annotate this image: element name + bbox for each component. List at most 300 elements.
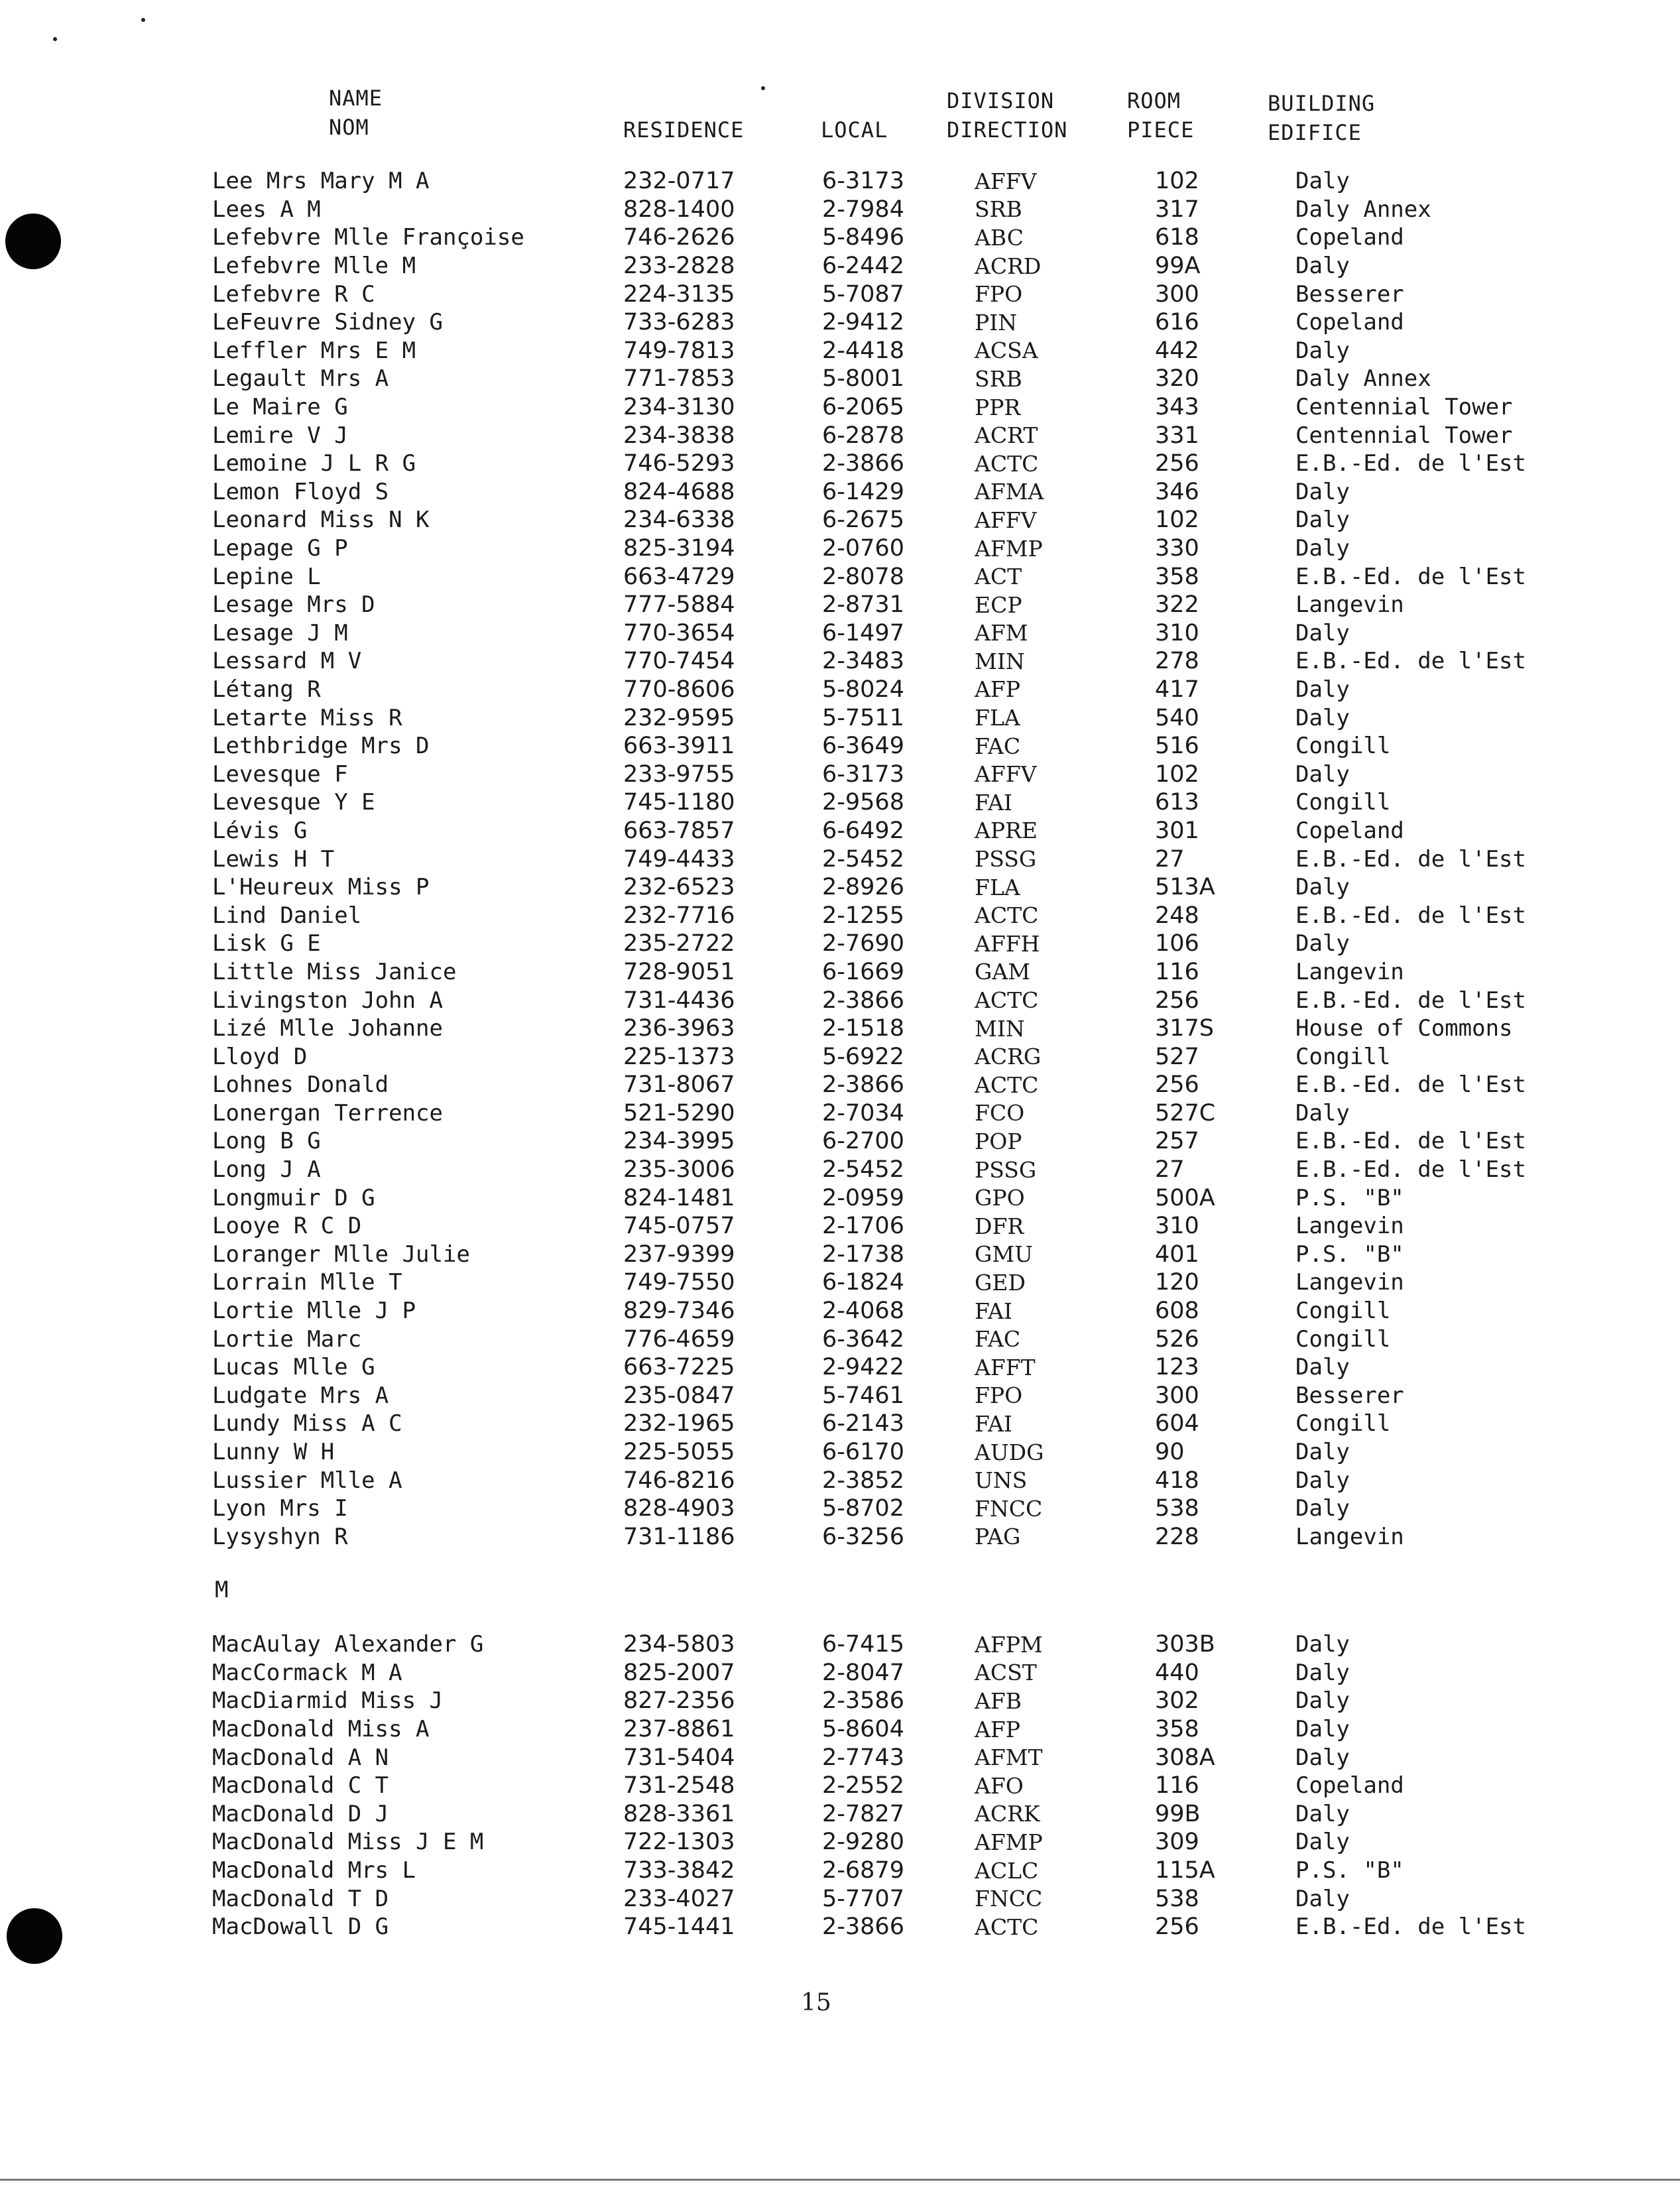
building-name: Centennial Tower bbox=[1295, 394, 1513, 421]
table-row bbox=[212, 1297, 1574, 1325]
building-name: Daly bbox=[1295, 619, 1350, 646]
residence-phone: 728-9051 bbox=[623, 958, 735, 985]
division-code: GED bbox=[975, 1269, 1026, 1296]
local-extension: 5-7707 bbox=[822, 1885, 904, 1912]
division-code: AFFV bbox=[975, 761, 1037, 788]
residence-phone: 733-6283 bbox=[623, 309, 735, 336]
residence-phone: 745-1441 bbox=[623, 1914, 735, 1941]
table-row bbox=[212, 562, 1574, 591]
division-code: FAI bbox=[975, 789, 1012, 816]
building-name: Daly bbox=[1295, 874, 1350, 901]
entry-name: Lewis H T bbox=[212, 845, 335, 873]
local-extension: 2-2552 bbox=[822, 1772, 904, 1799]
building-name: E.B.-Ed. de l'Est bbox=[1295, 902, 1526, 929]
local-extension: 2-1738 bbox=[822, 1241, 904, 1268]
building-name: Daly bbox=[1295, 253, 1350, 280]
residence-phone: 828-3361 bbox=[623, 1800, 735, 1827]
room-number: 604 bbox=[1155, 1410, 1199, 1437]
entry-name: Létang R bbox=[212, 676, 321, 703]
table-row bbox=[212, 506, 1574, 534]
division-code: ACRG bbox=[975, 1044, 1042, 1070]
residence-phone: 770-7454 bbox=[623, 648, 735, 675]
residence-phone: 829-7346 bbox=[623, 1298, 735, 1325]
room-number: 302 bbox=[1155, 1687, 1199, 1715]
room-number: 401 bbox=[1155, 1241, 1199, 1268]
entry-name: Lucas Mlle G bbox=[212, 1354, 375, 1381]
room-number: 538 bbox=[1155, 1495, 1199, 1522]
table-row bbox=[212, 703, 1574, 732]
room-number: 300 bbox=[1155, 1382, 1199, 1409]
table-row bbox=[212, 1325, 1574, 1353]
division-code: AFMP bbox=[975, 535, 1043, 562]
residence-phone: 663-7857 bbox=[623, 817, 735, 844]
building-name: E.B.-Ed. de l'Est bbox=[1295, 450, 1526, 477]
room-number: 278 bbox=[1155, 648, 1199, 675]
building-name: E.B.-Ed. de l'Est bbox=[1295, 1071, 1526, 1099]
entry-name: MacCormack M A bbox=[212, 1659, 402, 1686]
building-name: Daly bbox=[1295, 704, 1350, 731]
residence-phone: 663-7225 bbox=[623, 1354, 735, 1381]
local-extension: 6-1824 bbox=[822, 1269, 904, 1296]
room-number: 358 bbox=[1155, 1716, 1199, 1743]
entry-name: MacDonald Mrs L bbox=[212, 1857, 416, 1884]
table-row bbox=[212, 1241, 1574, 1269]
residence-phone: 237-9399 bbox=[623, 1241, 735, 1268]
building-name: Daly Annex bbox=[1295, 365, 1431, 393]
entry-name: Lees A M bbox=[212, 196, 321, 223]
building-name: E.B.-Ed. de l'Est bbox=[1295, 648, 1526, 675]
header-division: DIVISION DIRECTION bbox=[947, 88, 1068, 143]
local-extension: 6-2878 bbox=[822, 422, 904, 449]
building-name: Congill bbox=[1295, 1325, 1391, 1353]
residence-phone: 777-5884 bbox=[623, 591, 735, 619]
division-code: FPO bbox=[975, 281, 1023, 308]
building-name: Daly bbox=[1295, 1099, 1350, 1126]
local-extension: 2-9280 bbox=[822, 1829, 904, 1856]
local-extension: 6-1669 bbox=[822, 958, 904, 985]
residence-phone: 237-8861 bbox=[623, 1716, 735, 1743]
local-extension: 5-8702 bbox=[822, 1495, 904, 1522]
division-code: FNCC bbox=[975, 1495, 1043, 1522]
room-number: 102 bbox=[1155, 168, 1199, 195]
room-number: 106 bbox=[1155, 930, 1199, 957]
table-row bbox=[212, 1156, 1574, 1184]
entry-name: Lortie Marc bbox=[212, 1325, 362, 1353]
division-code: PAG bbox=[975, 1524, 1021, 1550]
room-number: 123 bbox=[1155, 1354, 1199, 1381]
building-name: Daly bbox=[1295, 1467, 1350, 1494]
entry-name: Lussier Mlle A bbox=[212, 1467, 402, 1494]
room-number: 256 bbox=[1155, 987, 1199, 1014]
residence-phone: 770-8606 bbox=[623, 676, 735, 703]
division-code: SRB bbox=[975, 196, 1022, 223]
division-code: FCO bbox=[975, 1100, 1025, 1126]
division-code: FPO bbox=[975, 1382, 1023, 1409]
building-name: Daly bbox=[1295, 478, 1350, 505]
local-extension: 2-3866 bbox=[822, 987, 904, 1014]
entry-name: Livingston John A bbox=[212, 987, 443, 1014]
header-local: LOCAL bbox=[821, 117, 888, 143]
local-extension: 2-4068 bbox=[822, 1298, 904, 1325]
local-extension: 2-9422 bbox=[822, 1354, 904, 1381]
local-extension: 5-6922 bbox=[822, 1043, 904, 1070]
table-row bbox=[212, 788, 1574, 817]
residence-phone: 771-7853 bbox=[623, 365, 735, 393]
entry-name: Lefebvre Mlle M bbox=[212, 253, 416, 280]
residence-phone: 733-3842 bbox=[623, 1857, 735, 1884]
building-name: Congill bbox=[1295, 733, 1391, 760]
building-name: Langevin bbox=[1295, 958, 1404, 985]
division-code: ACTC bbox=[975, 450, 1039, 477]
room-number: 613 bbox=[1155, 789, 1199, 816]
local-extension: 2-5452 bbox=[822, 1156, 904, 1184]
room-number: 27 bbox=[1155, 845, 1185, 873]
residence-phone: 232-1965 bbox=[623, 1410, 735, 1437]
division-code: GMU bbox=[975, 1241, 1033, 1268]
room-number: 346 bbox=[1155, 478, 1199, 505]
residence-phone: 731-4436 bbox=[623, 987, 735, 1014]
division-code: ACRD bbox=[975, 253, 1042, 279]
entry-name: Lee Mrs Mary M A bbox=[212, 168, 430, 195]
residence-phone: 224-3135 bbox=[623, 280, 735, 308]
entry-name: Long J A bbox=[212, 1156, 321, 1184]
room-number: 99B bbox=[1155, 1800, 1201, 1827]
section-letter: M bbox=[215, 1577, 229, 1603]
division-code: AFM bbox=[975, 620, 1028, 646]
building-name: Daly bbox=[1295, 1659, 1350, 1686]
local-extension: 5-7511 bbox=[822, 704, 904, 731]
entry-name: Leffler Mrs E M bbox=[212, 337, 416, 364]
local-extension: 2-3852 bbox=[822, 1467, 904, 1494]
table-row bbox=[212, 1884, 1574, 1913]
building-name: E.B.-Ed. de l'Est bbox=[1295, 563, 1526, 590]
table-row bbox=[212, 1127, 1574, 1156]
building-name: Daly Annex bbox=[1295, 196, 1431, 223]
room-number: 358 bbox=[1155, 563, 1199, 590]
division-code: ACT bbox=[975, 564, 1022, 590]
table-row bbox=[212, 930, 1574, 958]
building-name: Daly bbox=[1295, 507, 1350, 534]
entry-name: Lorrain Mlle T bbox=[212, 1269, 402, 1296]
residence-phone: 731-1186 bbox=[623, 1523, 735, 1550]
residence-phone: 234-5803 bbox=[623, 1631, 735, 1658]
room-number: 90 bbox=[1155, 1439, 1185, 1466]
room-number: 99A bbox=[1155, 253, 1201, 280]
residence-phone: 236-3963 bbox=[623, 1015, 735, 1042]
table-row bbox=[212, 365, 1574, 393]
room-number: 540 bbox=[1155, 704, 1199, 731]
entry-name: MacDonald Miss J E M bbox=[212, 1829, 484, 1856]
table-row bbox=[212, 1494, 1574, 1523]
local-extension: 2-1255 bbox=[822, 902, 904, 929]
table-row bbox=[212, 280, 1574, 308]
table-row bbox=[212, 647, 1574, 676]
building-name: Langevin bbox=[1295, 1213, 1404, 1240]
building-name: Daly bbox=[1295, 1829, 1350, 1856]
room-number: 317S bbox=[1155, 1015, 1215, 1042]
division-code: APRE bbox=[975, 818, 1038, 844]
room-number: 417 bbox=[1155, 676, 1199, 703]
building-name: Congill bbox=[1295, 1298, 1391, 1325]
division-code: PSSG bbox=[975, 1156, 1037, 1183]
local-extension: 2-1706 bbox=[822, 1213, 904, 1240]
division-code: SRB bbox=[975, 365, 1022, 392]
room-number: 343 bbox=[1155, 394, 1199, 421]
local-extension: 2-8731 bbox=[822, 591, 904, 619]
entry-name: L'Heureux Miss P bbox=[212, 874, 430, 901]
division-code: FLA bbox=[975, 874, 1020, 900]
residence-phone: 232-9595 bbox=[623, 704, 735, 731]
local-extension: 6-2065 bbox=[822, 394, 904, 421]
building-name: E.B.-Ed. de l'Est bbox=[1295, 1128, 1526, 1155]
entry-name: Little Miss Janice bbox=[212, 958, 457, 985]
residence-phone: 234-3838 bbox=[623, 422, 735, 449]
local-extension: 2-4418 bbox=[822, 337, 904, 364]
entry-name: Levesque Y E bbox=[212, 789, 375, 816]
division-code: AFFV bbox=[975, 507, 1037, 533]
division-code: GPO bbox=[975, 1185, 1025, 1211]
table-row bbox=[212, 1353, 1574, 1382]
room-number: 257 bbox=[1155, 1128, 1199, 1155]
entry-name: Lefebvre Mlle Françoise bbox=[212, 224, 524, 251]
room-number: 120 bbox=[1155, 1269, 1199, 1296]
local-extension: 2-8926 bbox=[822, 874, 904, 901]
room-number: 116 bbox=[1155, 1772, 1199, 1799]
residence-phone: 233-4027 bbox=[623, 1885, 735, 1912]
residence-phone: 663-4729 bbox=[623, 563, 735, 590]
residence-phone: 235-3006 bbox=[623, 1156, 735, 1184]
building-name: Copeland bbox=[1295, 224, 1404, 251]
entry-name: Lysyshyn R bbox=[212, 1523, 348, 1550]
division-code: AFO bbox=[975, 1772, 1024, 1799]
room-number: 228 bbox=[1155, 1523, 1199, 1550]
table-row bbox=[212, 958, 1574, 987]
residence-phone: 770-3654 bbox=[623, 619, 735, 646]
table-row bbox=[212, 1268, 1574, 1297]
residence-phone: 824-4688 bbox=[623, 478, 735, 505]
table-row bbox=[212, 1438, 1574, 1467]
room-number: 115A bbox=[1155, 1857, 1215, 1884]
entry-name: Lizé Mlle Johanne bbox=[212, 1015, 443, 1042]
entry-name: Lévis G bbox=[212, 817, 308, 844]
header-name: NAME NOM bbox=[329, 86, 383, 140]
entry-name: Longmuir D G bbox=[212, 1184, 375, 1211]
division-code: ACTC bbox=[975, 1071, 1039, 1098]
entry-name: Lundy Miss A C bbox=[212, 1410, 402, 1437]
table-row bbox=[212, 1687, 1574, 1715]
building-name: Daly bbox=[1295, 1495, 1350, 1522]
residence-phone: 233-2828 bbox=[623, 253, 735, 280]
building-name: Daly bbox=[1295, 1744, 1350, 1771]
division-code: ACTC bbox=[975, 1914, 1039, 1940]
division-code: FAI bbox=[975, 1298, 1012, 1324]
table-row bbox=[212, 1913, 1574, 1941]
bottom-edge-line bbox=[0, 2179, 1680, 2181]
directory-table-m bbox=[212, 1630, 1574, 1941]
entry-name: Legault Mrs A bbox=[212, 365, 389, 393]
entry-name: Loranger Mlle Julie bbox=[212, 1241, 470, 1268]
local-extension: 5-8496 bbox=[822, 224, 904, 251]
room-number: 256 bbox=[1155, 1914, 1199, 1941]
room-number: 248 bbox=[1155, 902, 1199, 929]
division-code: FAI bbox=[975, 1410, 1012, 1437]
room-number: 618 bbox=[1155, 224, 1199, 251]
room-number: 102 bbox=[1155, 760, 1199, 788]
building-name: Congill bbox=[1295, 1410, 1391, 1437]
directory-rows-m bbox=[212, 1630, 1574, 1941]
building-name: E.B.-Ed. de l'Est bbox=[1295, 1914, 1526, 1941]
entry-name: Lind Daniel bbox=[212, 902, 362, 929]
entry-name: Looye R C D bbox=[212, 1213, 362, 1240]
table-row bbox=[212, 1523, 1574, 1551]
room-number: 331 bbox=[1155, 422, 1199, 449]
local-extension: 6-6170 bbox=[822, 1439, 904, 1466]
speck bbox=[53, 37, 57, 41]
division-code: FNCC bbox=[975, 1886, 1043, 1912]
division-code: DFR bbox=[975, 1213, 1024, 1239]
table-row bbox=[212, 534, 1574, 563]
entry-name: Leonard Miss N K bbox=[212, 507, 430, 534]
building-name: Daly bbox=[1295, 1354, 1350, 1381]
entry-name: Letarte Miss R bbox=[212, 704, 402, 731]
table-row bbox=[212, 1184, 1574, 1212]
local-extension: 2-3866 bbox=[822, 1071, 904, 1099]
table-row bbox=[212, 223, 1574, 252]
residence-phone: 234-3995 bbox=[623, 1128, 735, 1155]
room-number: 320 bbox=[1155, 365, 1199, 393]
local-extension: 2-1518 bbox=[822, 1015, 904, 1042]
local-extension: 2-3866 bbox=[822, 1914, 904, 1941]
residence-phone: 745-1180 bbox=[623, 789, 735, 816]
building-name: P.S. "B" bbox=[1295, 1184, 1404, 1211]
building-name: Copeland bbox=[1295, 817, 1404, 844]
local-extension: 6-1429 bbox=[822, 478, 904, 505]
local-extension: 5-7461 bbox=[822, 1382, 904, 1409]
division-code: AFFT bbox=[975, 1354, 1036, 1380]
local-extension: 6-3649 bbox=[822, 733, 904, 760]
table-row bbox=[212, 1014, 1574, 1043]
division-code: MIN bbox=[975, 1015, 1025, 1042]
building-name: E.B.-Ed. de l'Est bbox=[1295, 1156, 1526, 1184]
residence-phone: 731-5404 bbox=[623, 1744, 735, 1771]
local-extension: 2-9412 bbox=[822, 309, 904, 336]
building-name: Langevin bbox=[1295, 591, 1404, 619]
local-extension: 5-8001 bbox=[822, 365, 904, 393]
residence-phone: 235-2722 bbox=[623, 930, 735, 957]
local-extension: 2-9568 bbox=[822, 789, 904, 816]
residence-phone: 225-1373 bbox=[623, 1043, 735, 1070]
header-building: BUILDING EDIFICE bbox=[1268, 91, 1376, 145]
residence-phone: 749-4433 bbox=[623, 845, 735, 873]
local-extension: 2-8047 bbox=[822, 1659, 904, 1686]
table-row bbox=[212, 1715, 1574, 1744]
residence-phone: 722-1303 bbox=[623, 1829, 735, 1856]
division-code: MIN bbox=[975, 648, 1025, 674]
table-row bbox=[212, 167, 1574, 196]
residence-phone: 731-2548 bbox=[623, 1772, 735, 1799]
residence-phone: 746-8216 bbox=[623, 1467, 735, 1494]
residence-phone: 828-4903 bbox=[623, 1495, 735, 1522]
table-row bbox=[212, 591, 1574, 619]
entry-name: Ludgate Mrs A bbox=[212, 1382, 389, 1409]
table-row bbox=[212, 196, 1574, 224]
division-code: ACSA bbox=[975, 337, 1038, 364]
division-code: AFFH bbox=[975, 930, 1040, 957]
division-code: ECP bbox=[975, 591, 1022, 618]
room-number: 317 bbox=[1155, 196, 1199, 223]
residence-phone: 749-7550 bbox=[623, 1269, 735, 1296]
building-name: P.S. "B" bbox=[1295, 1241, 1404, 1268]
room-number: 608 bbox=[1155, 1298, 1199, 1325]
table-row bbox=[212, 760, 1574, 788]
directory-table-l bbox=[212, 167, 1574, 1551]
residence-phone: 824-1481 bbox=[623, 1184, 735, 1211]
local-extension: 2-8078 bbox=[822, 563, 904, 590]
building-name: Daly bbox=[1295, 676, 1350, 703]
local-extension: 2-5452 bbox=[822, 845, 904, 873]
building-name: Daly bbox=[1295, 1885, 1350, 1912]
division-code: POP bbox=[975, 1128, 1022, 1154]
entry-name: MacDowall D G bbox=[212, 1914, 389, 1941]
room-number: 308A bbox=[1155, 1744, 1215, 1771]
local-extension: 6-1497 bbox=[822, 619, 904, 646]
local-extension: 6-2675 bbox=[822, 507, 904, 534]
local-extension: 6-3173 bbox=[822, 760, 904, 788]
room-number: 516 bbox=[1155, 733, 1199, 760]
division-code: PPR bbox=[975, 394, 1021, 420]
building-name: Daly bbox=[1295, 337, 1350, 364]
entry-name: Lessard M V bbox=[212, 648, 362, 675]
table-row bbox=[212, 337, 1574, 365]
room-number: 513A bbox=[1155, 874, 1215, 901]
table-row bbox=[212, 901, 1574, 930]
table-row bbox=[212, 450, 1574, 478]
entry-name: Lyon Mrs I bbox=[212, 1495, 348, 1522]
division-code: PSSG bbox=[975, 846, 1037, 873]
building-name: Besserer bbox=[1295, 280, 1404, 308]
entry-name: Lesage J M bbox=[212, 619, 348, 646]
residence-phone: 828-1400 bbox=[623, 196, 735, 223]
residence-phone: 827-2356 bbox=[623, 1687, 735, 1715]
building-name: Daly bbox=[1295, 535, 1350, 562]
division-code: ACLC bbox=[975, 1857, 1039, 1884]
residence-phone: 232-7716 bbox=[623, 902, 735, 929]
building-name: Copeland bbox=[1295, 309, 1404, 336]
local-extension: 2-7743 bbox=[822, 1744, 904, 1771]
room-number: 303B bbox=[1155, 1631, 1215, 1658]
building-name: Daly bbox=[1295, 1716, 1350, 1743]
local-extension: 5-7087 bbox=[822, 280, 904, 308]
entry-name: MacDonald T D bbox=[212, 1885, 389, 1912]
table-row bbox=[212, 1828, 1574, 1856]
division-code: ACRT bbox=[975, 422, 1038, 449]
room-number: 116 bbox=[1155, 958, 1199, 985]
room-number: 500A bbox=[1155, 1184, 1215, 1211]
entry-name: Lesage Mrs D bbox=[212, 591, 375, 619]
building-name: House of Commons bbox=[1295, 1015, 1513, 1042]
division-code: ACTC bbox=[975, 987, 1039, 1014]
table-row bbox=[212, 1772, 1574, 1800]
entry-name: Lloyd D bbox=[212, 1043, 308, 1070]
table-row bbox=[212, 1099, 1574, 1128]
entry-name: Lemire V J bbox=[212, 422, 348, 449]
division-code: GAM bbox=[975, 959, 1030, 985]
building-name: Daly bbox=[1295, 930, 1350, 957]
division-code: AFMP bbox=[975, 1829, 1043, 1855]
header-residence: RESIDENCE bbox=[623, 117, 745, 143]
division-code: ACST bbox=[975, 1660, 1037, 1686]
table-row bbox=[212, 817, 1574, 845]
